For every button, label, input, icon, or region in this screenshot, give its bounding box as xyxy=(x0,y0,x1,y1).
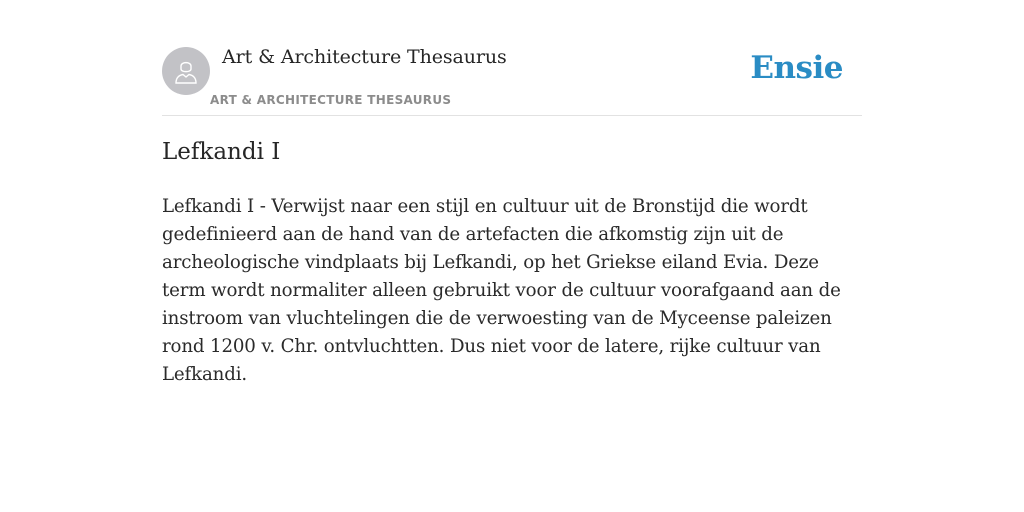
author-subtitle[interactable]: ART & ARCHITECTURE THESAURUS xyxy=(210,93,452,107)
user-icon xyxy=(171,56,201,86)
page-title: Lefkandi I xyxy=(162,139,281,165)
definition-text: Lefkandi I - Verwijst naar een stijl en cultuur uit de Bronstijd die wordt gedefinieerd aan de hand van de artefacten die afkomstig zijn uit de archeologische vindplaats bij Lefkandi, op het Griekse eiland Evia. Deze term wordt normaliter alleen gebruikt voor de cultuur voorafgaand aan de instroom van vluchtelingen die de verwoesting van de Myceense paleizen rond 1200 v. Chr. ontvluchtten. Dus niet voor de latere, rijke cultuur van Lefkandi. xyxy=(162,196,841,385)
header-divider xyxy=(162,115,862,116)
author-avatar[interactable] xyxy=(162,47,210,95)
author-name[interactable]: Art & Architecture Thesaurus xyxy=(222,46,507,68)
ensie-logo[interactable]: Ensie xyxy=(750,50,843,86)
